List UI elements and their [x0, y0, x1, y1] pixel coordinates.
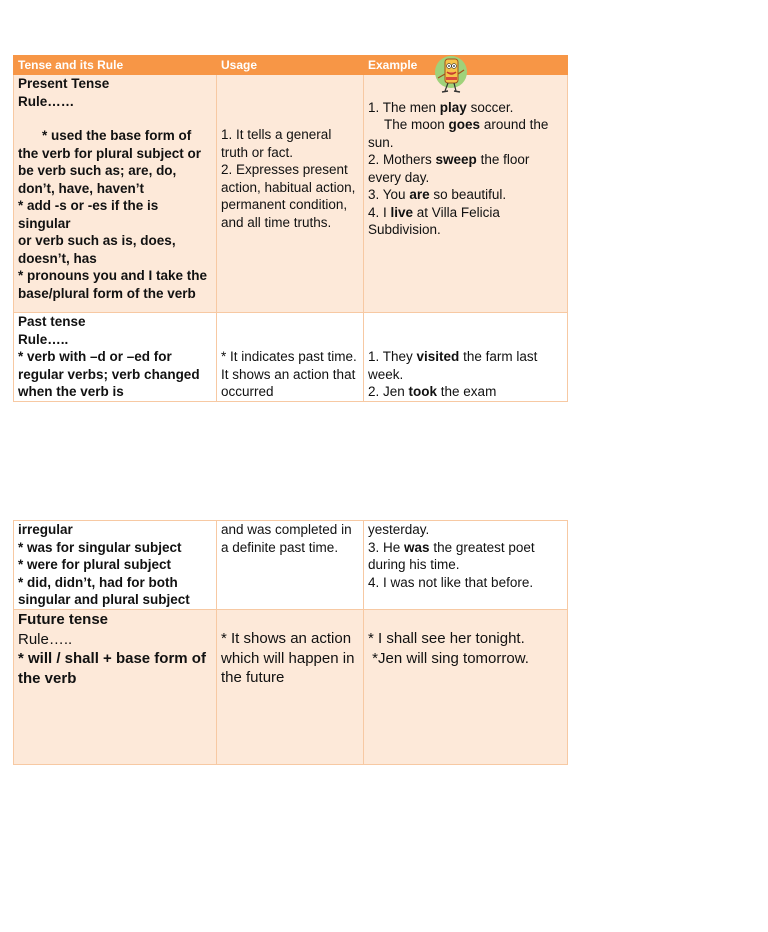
past-example-2-cont: yesterday.: [368, 522, 430, 537]
future-rule-label: Rule…..: [18, 630, 73, 648]
present-example-cell: [364, 75, 568, 313]
past-rule-label: Rule…..: [18, 331, 69, 347]
future-usage-cell: [217, 610, 364, 765]
past-example-2: 2. Jen took the exam: [368, 384, 497, 399]
cartoon-pencil-icon: [432, 55, 470, 95]
past-usage-2: and was completed in a definite past time.: [221, 522, 352, 555]
past-example-cont-cell: [364, 521, 568, 610]
future-example-cell: [364, 610, 568, 765]
future-rule-cell: [14, 610, 217, 765]
tense-table-part2: [13, 520, 568, 765]
past-usage-1: * It indicates past time. It shows an action that occurred: [221, 349, 357, 399]
header-tense-rule: Tense and its Rule: [14, 56, 217, 75]
present-tense-row: [14, 75, 568, 313]
present-example-3: 2. Mothers sweep the floor every day.: [368, 152, 530, 185]
header-usage: Usage: [217, 56, 364, 75]
future-title: Future tense: [18, 611, 109, 628]
past-example-3: 3. He was the greatest poet during his time.: [368, 539, 535, 572]
past-rule-2: irregular: [18, 522, 73, 537]
past-usage-cell: [217, 313, 364, 402]
past-tense-row-part2: [14, 521, 568, 610]
past-rule-cont-cell: [14, 521, 217, 610]
past-example-1: 1. They visited the farm last week.: [368, 349, 538, 382]
future-rule-1: * will / shall + base form of the verb: [18, 650, 206, 687]
present-example-4: 3. You are so beautiful.: [368, 187, 507, 202]
present-usage-cell: [217, 75, 364, 313]
present-rule-cell: [14, 75, 217, 313]
present-rule-2: * add -s or -es if the is singular: [18, 198, 159, 231]
past-usage-cont-cell: [217, 521, 364, 610]
future-usage-1: * It shows an action which will happen in the future: [221, 630, 355, 686]
present-usage-2: 2. Expresses present action, habitual action, permanent condition, and all time truths.: [221, 162, 356, 230]
tense-table-part1: [13, 55, 568, 402]
past-example-cell: [364, 313, 568, 402]
past-rule-3: * was for singular subject: [18, 539, 182, 555]
present-rule-3: or verb such as is, does, doesn’t, has: [18, 233, 176, 266]
present-example-2: The moon goes around the sun.: [368, 117, 549, 150]
past-rule-1: * verb with –d or –ed for regular verbs; verb changed when the verb is: [18, 349, 200, 399]
present-example-5: 4. I live at Villa Felicia Subdivision.: [368, 204, 500, 237]
past-title: Past tense: [18, 314, 86, 329]
future-example-2: *Jen will sing tomorrow.: [368, 649, 529, 667]
past-tense-row-part1: [14, 313, 568, 402]
future-example-1: * I shall see her tonight.: [368, 630, 525, 647]
present-title: Present Tense: [18, 76, 110, 91]
past-rule-4: * were for plural subject: [18, 557, 172, 572]
present-usage-1: 1. It tells a general truth or fact.: [221, 127, 332, 160]
future-tense-row: [14, 610, 568, 765]
past-rule-cell: [14, 313, 217, 402]
present-example-1: 1. The men play soccer.: [368, 99, 514, 115]
present-rule-1: * used the base form of the verb for plural subject or be verb such as; are, do, don’t, have, haven’t: [18, 128, 202, 196]
header-example: Example: [364, 56, 568, 75]
present-rule-label: Rule……: [18, 93, 75, 109]
past-example-4: 4. I was not like that before.: [368, 574, 534, 590]
present-rule-4: * pronouns you and I take the base/plural form of the verb: [18, 268, 208, 301]
past-rule-5: * did, didn’t, had for both singular and plural subject: [18, 574, 190, 607]
